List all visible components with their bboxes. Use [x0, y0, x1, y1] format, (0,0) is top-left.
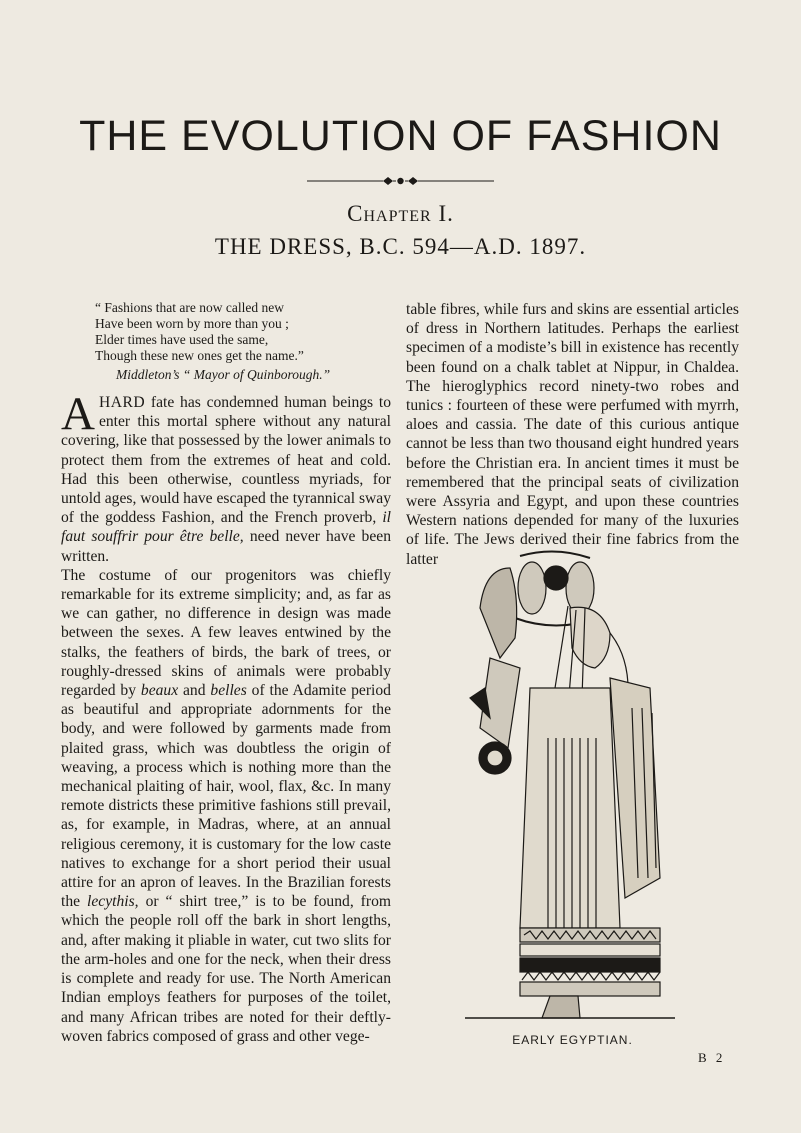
paragraph-text: The costume of our progenitors was chiefly remarkable for its extreme simplicity; and, as far as we can gather, no difference in design was made between the sexes. A few leaves entwined by the stalks, the feathers of birds, the bark of trees, or roughly-dressed skins of animals were probably regarded by — [61, 566, 391, 700]
paragraph — [61, 566, 391, 1046]
right-column — [406, 300, 739, 569]
italic-term: beaux — [140, 682, 179, 700]
book-title: THE EVOLUTION OF FASHION — [79, 112, 722, 160]
italic-term: lecythis, — [87, 893, 139, 911]
attribution-title: “ Mayor of Quinborough.” — [182, 367, 331, 382]
paragraph-text: and — [183, 682, 206, 700]
attribution-author: Middleton’s — [116, 367, 180, 382]
paragraph — [61, 388, 391, 566]
chapter-subtitle: THE DRESS, B.C. 594—A.D. 1897. — [214, 234, 587, 259]
paragraph-text: of the Adamite period as beautiful and appropriate adornments for the body, and were followed by garments made from plaited grass, which was doubtless the origin of weaving, a process which is nothing more than the mechanical plaiting of hair, wool, flax, &c. In many remote districts these primitive fashions still prevail, as, for example, in Madras, where, at an annual religious ceremony, it is customary for the low caste natives to exchange for a short period their usual attire for an apron of leaves. In the Brazilian forests the — [61, 682, 391, 911]
paragraph: table fibres, while furs and skins are essential articles of dress in Northern latitudes. Perhaps the earliest specimen of a modiste’s bill in existence has recently been found on a chalk tablet at Nippur, in Chaldea. The hieroglyphics record ninety-two robes and tunics : fourteen of these were perfumed with myrrh, aloes and cassia. The date of this curious antique cannot be less than two thousand eight hundred years before the Christian era. In ancient times it must be remembered that the principal seats of civilization were Assyria and Egypt, and upon these countries Western nations depended for many of the luxuries of life. The Jews derived their fine fabrics from the latter — [406, 301, 739, 568]
drop-cap: A — [61, 388, 95, 440]
epigraph-attribution — [116, 367, 391, 383]
paragraph-text: fate has condemned human beings to enter this mortal sphere without any natural covering, like that possessed by the lower animals to protect them from the extremes of heat and cold. Had this been otherwise, countless myriads, for untold ages, would have escaped the tyrannical sway of the goddess Fashion, and the French proverb, — [61, 394, 391, 527]
paragraph-text: need never have been written. — [61, 528, 391, 565]
epigraph — [95, 300, 391, 364]
printer-signature-mark: B 2 — [698, 1050, 726, 1065]
chapter-heading — [0, 201, 801, 227]
egyptian-figure-illustration — [460, 548, 680, 1023]
chapter-label: Chapter — [347, 201, 432, 226]
epigraph-line: Elder times have used the same, — [95, 332, 269, 347]
lead-words: HARD — [98, 394, 146, 411]
epigraph-line: Have been worn by more than you ; — [95, 316, 289, 331]
epigraph-line: Though these new ones get the name.” — [95, 348, 304, 363]
left-column — [61, 300, 391, 1046]
french-proverb: il faut souffrir pour être belle, — [61, 509, 391, 546]
paragraph-text: or “ shirt tree,” is to be found, from which the people roll off the bark in short lengths, and, after making it pliable in water, cut two slits for the arm-holes and one for the neck, when their dress is complete and ready for use. The North American Indian employs feathers for purposes of the toilet, and many African tribes are noted for their deftly-woven fabrics composed of grass and other vege- — [61, 893, 391, 1045]
italic-term: belles — [210, 682, 247, 700]
figure-caption: EARLY EGYPTIAN. — [512, 1033, 633, 1047]
chapter-number: I. — [438, 201, 454, 226]
ornamental-rule — [307, 175, 494, 187]
epigraph-line: “ Fashions that are now called new — [95, 300, 284, 315]
